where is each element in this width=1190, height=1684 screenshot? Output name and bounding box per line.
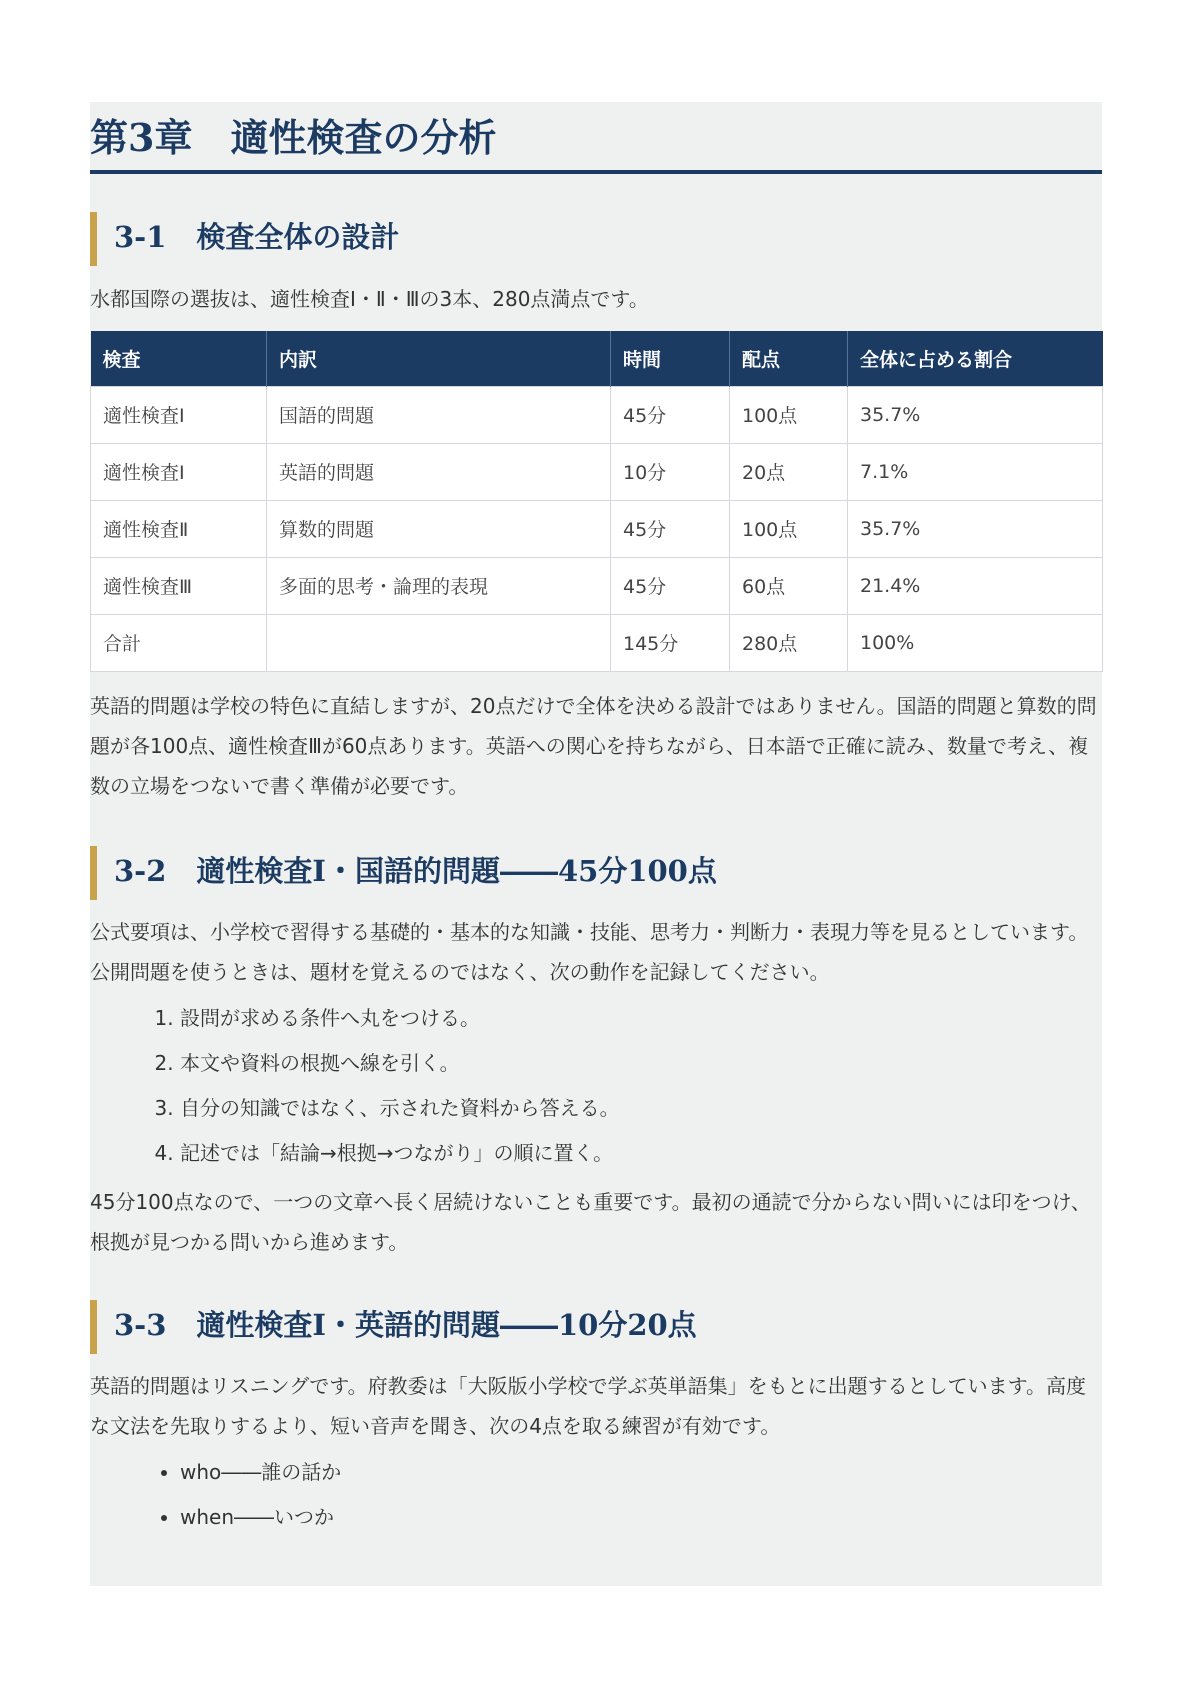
table-cell: 100% bbox=[848, 614, 1103, 671]
document-page bbox=[90, 102, 1102, 1586]
table-row bbox=[91, 443, 1103, 500]
section-number: 3-3 bbox=[114, 1307, 167, 1342]
table-cell: 合計 bbox=[91, 614, 267, 671]
section-intro: 水都国際の選抜は、適性検査Ⅰ・Ⅱ・Ⅲの3本、280点満点です。 bbox=[90, 287, 649, 311]
table-cell: 10分 bbox=[611, 443, 730, 500]
table-cell: 国語的問題 bbox=[267, 386, 611, 443]
table-cell: 適性検査Ⅰ bbox=[91, 443, 267, 500]
table-row bbox=[91, 500, 1103, 557]
section-title: 適性検査Ⅰ・英語的問題――10分20点 bbox=[196, 1307, 697, 1342]
list-item: • who――誰の話か bbox=[180, 1450, 1102, 1495]
table-cell: 20点 bbox=[730, 443, 848, 500]
chapter-heading bbox=[90, 102, 1102, 174]
table-row bbox=[91, 386, 1103, 443]
section-intro: 公式要項は、小学校で習得する基礎的・基本的な知識・技能、思考力・判断力・表現力等を見るとしています。公開問題を使うときは、題材を覚えるのではなく、次の動作を記録してください。 bbox=[90, 919, 1089, 984]
table-cell: 7.1% bbox=[848, 443, 1103, 500]
list-item: 4. 記述では「結論→根拠→つながり」の順に置く。 bbox=[180, 1131, 1102, 1176]
table-cell: 280点 bbox=[730, 614, 848, 671]
table-row bbox=[91, 557, 1103, 614]
section-intro: 英語的問題はリスニングです。府教委は「大阪版小学校で学ぶ英単語集」をもとに出題するとしています。高度な文法を先取りするより、短い音声を聞き、次の4点を取る練習が有効です。 bbox=[90, 1373, 1086, 1438]
table-cell: 多面的思考・論理的表現 bbox=[267, 557, 611, 614]
table-cell: 適性検査Ⅲ bbox=[91, 557, 267, 614]
list-item: 1. 設問が求める条件へ丸をつける。 bbox=[180, 996, 1102, 1041]
chapter-title: 適性検査の分析 bbox=[230, 115, 497, 160]
section-title: 適性検査Ⅰ・国語的問題――45分100点 bbox=[196, 853, 717, 888]
column-header: 内訳 bbox=[267, 331, 611, 386]
table-cell: 45分 bbox=[611, 557, 730, 614]
section-heading-3-2 bbox=[90, 846, 1102, 896]
section-paragraph: 45分100点なので、一つの文章へ長く居続けないことも重要です。最初の通読で分からない問いには印をつけ、根拠が見つかる問いから進めます。 bbox=[90, 1189, 1091, 1254]
table-cell: 適性検査Ⅱ bbox=[91, 500, 267, 557]
column-header: 検査 bbox=[91, 331, 267, 386]
section-title: 検査全体の設計 bbox=[196, 220, 400, 254]
list-item: • when――いつか bbox=[180, 1495, 1102, 1540]
table-cell: 45分 bbox=[611, 500, 730, 557]
exam-table bbox=[90, 331, 1103, 672]
section-paragraph: 英語的問題は学校の特色に直結しますが、20点だけで全体を決める設計ではありません。国語的問題と算数的問題が各100点、適性検査Ⅲが60点あります。英語への関心を持ちながら、日本語で正確に読み、数量で考え、複数の立場をつないで書く準備が必要です。 bbox=[90, 693, 1097, 798]
section-number: 3-2 bbox=[114, 853, 167, 888]
table-header-row bbox=[91, 331, 1103, 386]
table-cell: 45分 bbox=[611, 386, 730, 443]
points-list bbox=[90, 1450, 1102, 1540]
table-cell bbox=[267, 614, 611, 671]
section-number: 3-1 bbox=[114, 220, 167, 254]
column-header: 配点 bbox=[730, 331, 848, 386]
table-row-total bbox=[91, 614, 1103, 671]
table-cell: 100点 bbox=[730, 500, 848, 557]
table-cell: 145分 bbox=[611, 614, 730, 671]
column-header: 全体に占める割合 bbox=[848, 331, 1103, 386]
table-cell: 60点 bbox=[730, 557, 848, 614]
chapter-number: 第3章 bbox=[90, 115, 193, 160]
section-heading-3-3 bbox=[90, 1300, 1102, 1350]
table-cell: 適性検査Ⅰ bbox=[91, 386, 267, 443]
table-cell: 100点 bbox=[730, 386, 848, 443]
table-cell: 35.7% bbox=[848, 500, 1103, 557]
column-header: 時間 bbox=[611, 331, 730, 386]
steps-list bbox=[90, 996, 1102, 1176]
table-cell: 21.4% bbox=[848, 557, 1103, 614]
list-item: 2. 本文や資料の根拠へ線を引く。 bbox=[180, 1041, 1102, 1086]
list-item: 3. 自分の知識ではなく、示された資料から答える。 bbox=[180, 1086, 1102, 1131]
table-cell: 算数的問題 bbox=[267, 500, 611, 557]
section-heading-3-1 bbox=[90, 212, 1102, 262]
table-cell: 35.7% bbox=[848, 386, 1103, 443]
table-cell: 英語的問題 bbox=[267, 443, 611, 500]
